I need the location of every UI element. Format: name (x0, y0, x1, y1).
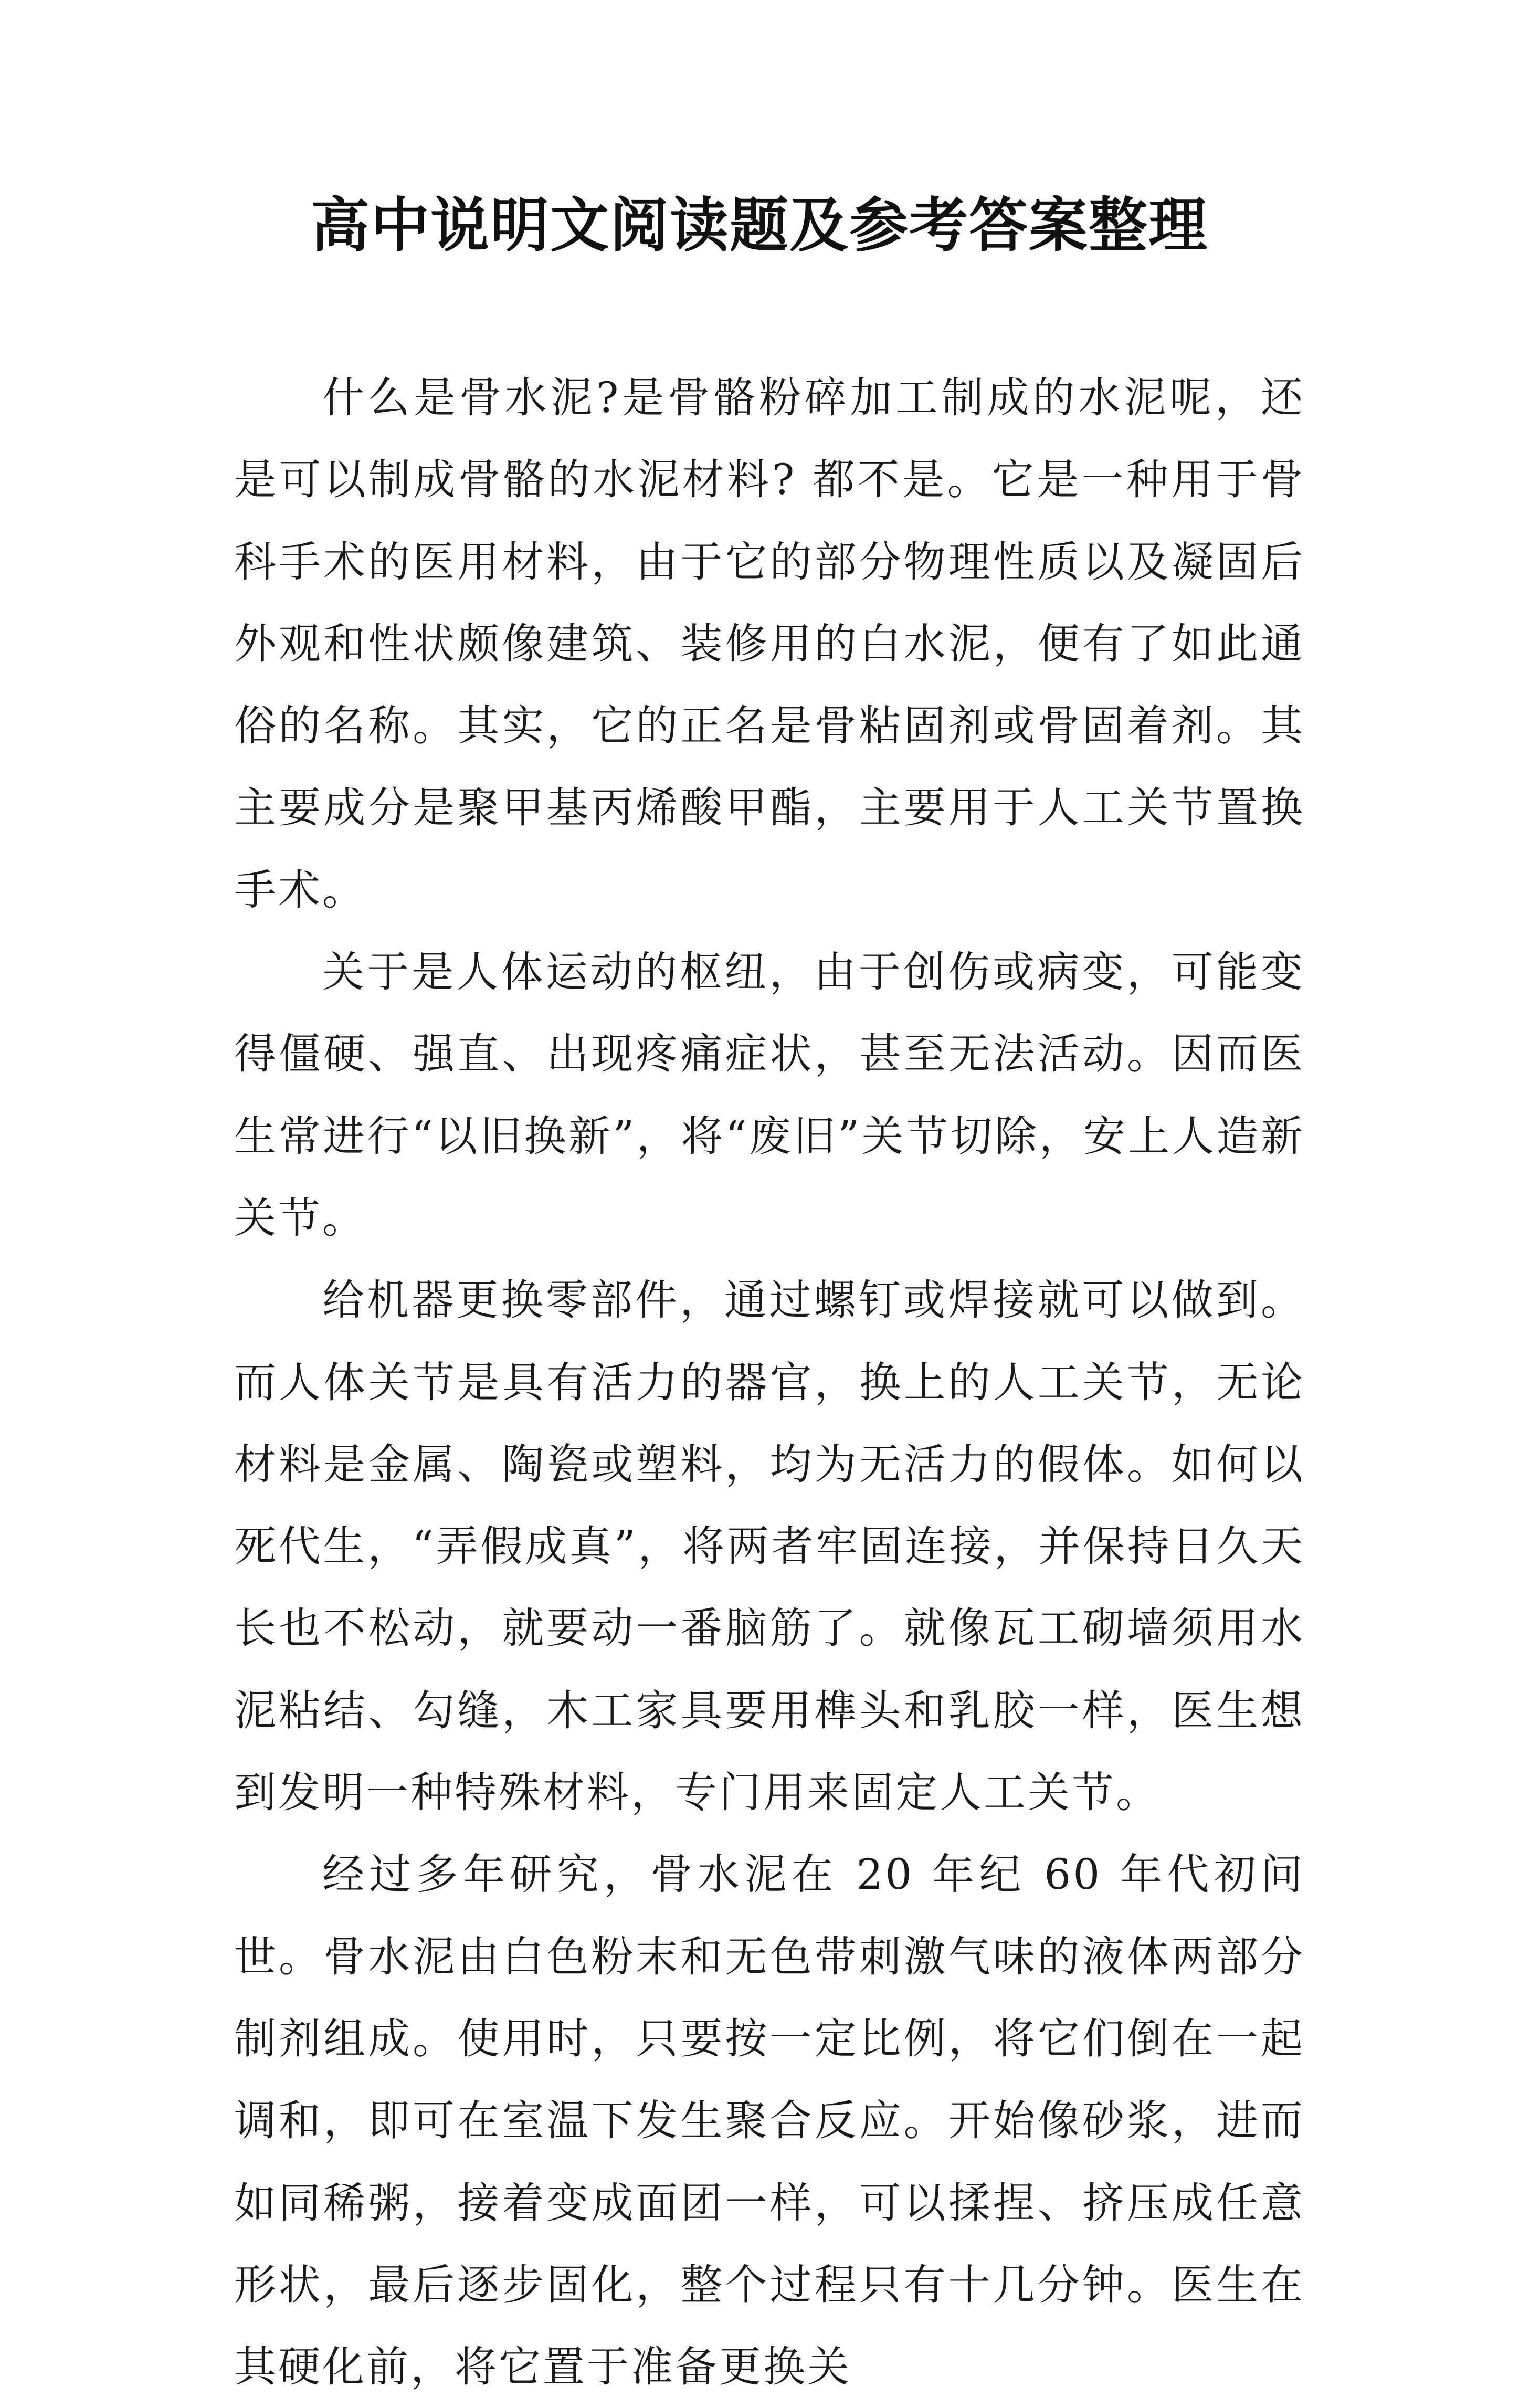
paragraph: 什么是骨水泥?是骨骼粉碎加工制成的水泥呢，还是可以制成骨骼的水泥材料? 都不是。它是一种用于骨科手术的医用材料，由于它的部分物理性质以及凝固后外观和性状颇像建筑、装修用的白水泥，便有了如此通俗的名称。其实，它的正名是骨粘固剂或骨固着剂。其主要成分是聚甲基丙烯酸甲酯，主要用于人工关节置换手术。 (234, 373, 1305, 914)
document-body (234, 357, 1305, 2408)
paragraph: 经过多年研究，骨水泥在 20 年纪 60 年代初问世。骨水泥由白色粉末和无色带刺激气味的液体两部分制剂组成。使用时，只要按一定比例，将它们倒在一起调和，即可在室温下发生聚合反应。开始像砂浆，进而如同稀粥，接着变成面团一样，可以揉捏、挤压成任意形状，最后逐步固化，整个过程只有十几分钟。医生在其硬化前，将它置于准备更换关 (234, 1850, 1305, 2392)
document-title: 高中说明文阅读题及参考答案整理 (311, 191, 1208, 260)
paragraph: 关于是人体运动的枢纽，由于创伤或病变，可能变得僵硬、强直、出现疼痛症状，甚至无法活动。因而医生常进行“以旧换新”，将“废旧”关节切除，安上人造新关节。 (234, 948, 1305, 1243)
paragraph: 给机器更换零部件，通过螺钉或焊接就可以做到。而人体关节是具有活力的器官，换上的人工关节，无论材料是金属、陶瓷或塑料，均为无活力的假体。如何以死代生，“弄假成真”，将两者牢固连接，并保持日久天长也不松动，就要动一番脑筋了。就像瓦工砌墙须用水泥粘结、勾缝，木工家具要用榫头和乳胶一样，医生想到发明一种特殊材料，专门用来固定人工关节。 (234, 1276, 1305, 1817)
